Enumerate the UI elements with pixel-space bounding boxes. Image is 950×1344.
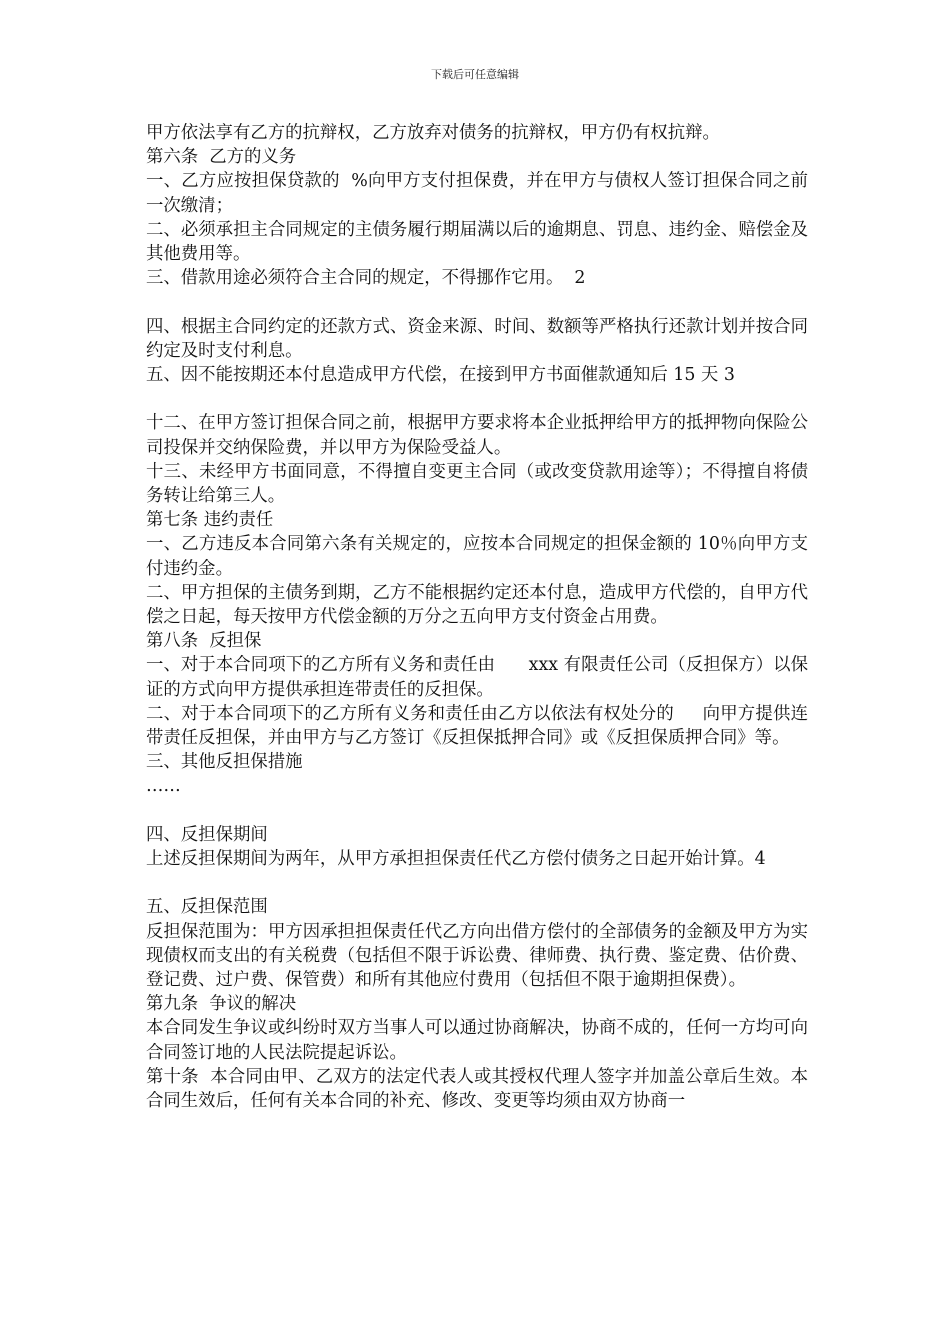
paragraph: 甲方依法享有乙方的抗辩权，乙方放弃对债务的抗辩权，甲方仍有权抗辩。	[146, 123, 720, 143]
section-heading: 第六条 乙方的义务	[146, 147, 297, 168]
blank-line	[146, 387, 808, 411]
paragraph: 十二、在甲方签订担保合同之前，根据甲方要求将本企业抵押给甲方的抵押物向保险公司投保并交纳保险费，并以甲方为保险受益人。	[146, 413, 808, 458]
blank-line	[146, 290, 808, 314]
section-heading: 第八条 反担保	[146, 631, 262, 652]
document-body	[146, 121, 808, 1113]
paragraph: 本合同发生争议或纠纷时双方当事人可以通过协商解决，协商不成的，任何一方均可向合同签订地的人民法院提起诉讼。	[146, 1018, 808, 1063]
blank-line	[146, 871, 808, 895]
paragraph: 五、反担保范围	[146, 897, 268, 918]
paragraph: 四、反担保期间	[146, 824, 268, 845]
paragraph: 一、乙方违反本合同第六条有关规定的，应按本合同规定的担保金额的 10％向甲方支付违约金。	[146, 534, 808, 579]
paragraph: 二、对于本合同项下的乙方所有义务和责任由乙方以依法有权处分的 向甲方提供连带责任反担保，并由甲方与乙方签订《反担保抵押合同》或《反担保质押合同》等。	[146, 703, 808, 749]
page-header-note: 下载后可任意编辑	[431, 68, 519, 81]
paragraph: 一、对于本合同项下的乙方所有义务和责任由 xxx 有限责任公司（反担保方）以保证的方式向甲方提供承担连带责任的反担保。	[146, 655, 808, 700]
paragraph: 第十条 本合同由甲、乙双方的法定代表人或其授权代理人签字并加盖公章后生效。本合同生效后，任何有关本合同的补充、修改、变更等均须由双方协商一	[146, 1066, 808, 1112]
paragraph: 反担保范围为：甲方因承担担保责任代乙方向出借方偿付的全部债务的金额及甲方为实现债权而支出的有关税费（包括但不限于诉讼费、律师费、执行费、鉴定费、估价费、登记费、过户费、保管费）和所有其他应付费用（包括但不限于逾期担保费）。	[146, 921, 808, 991]
paragraph: 二、必须承担主合同规定的主债务履行期届满以后的逾期息、罚息、违约金、赔偿金及其他费用等。	[146, 219, 808, 265]
paragraph: 二、甲方担保的主债务到期，乙方不能根据约定还本付息，造成甲方代偿的，自甲方代偿之日起，每天按甲方代偿金额的万分之五向甲方支付资金占用费。	[146, 582, 808, 628]
paragraph: 上述反担保期间为两年，从甲方承担担保责任代乙方偿付债务之日起开始计算。4	[146, 849, 766, 870]
section-heading: 第七条 违约责任	[146, 510, 274, 531]
paragraph: 三、借款用途必须符合主合同的规定，不得挪作它用。 2	[146, 268, 586, 289]
paragraph: 四、根据主合同约定的还款方式、资金来源、时间、数额等严格执行还款计划并按合同约定及时支付利息。	[146, 316, 808, 361]
paragraph: 五、因不能按期还本付息造成甲方代偿，在接到甲方书面催款通知后 15 天 3	[146, 365, 735, 386]
blank-line	[146, 799, 808, 823]
paragraph: 三、其他反担保措施	[146, 752, 303, 773]
section-heading: 第九条 争议的解决	[146, 994, 297, 1015]
paragraph: 一、乙方应按担保贷款的 %向甲方支付担保费，并在甲方与债权人签订担保合同之前一次缴清；	[146, 171, 808, 216]
paragraph: 十三、未经甲方书面同意，不得擅自变更主合同（或改变贷款用途等）；不得擅自将债务转让给第三人。	[146, 461, 808, 507]
paragraph: ……	[146, 776, 181, 797]
